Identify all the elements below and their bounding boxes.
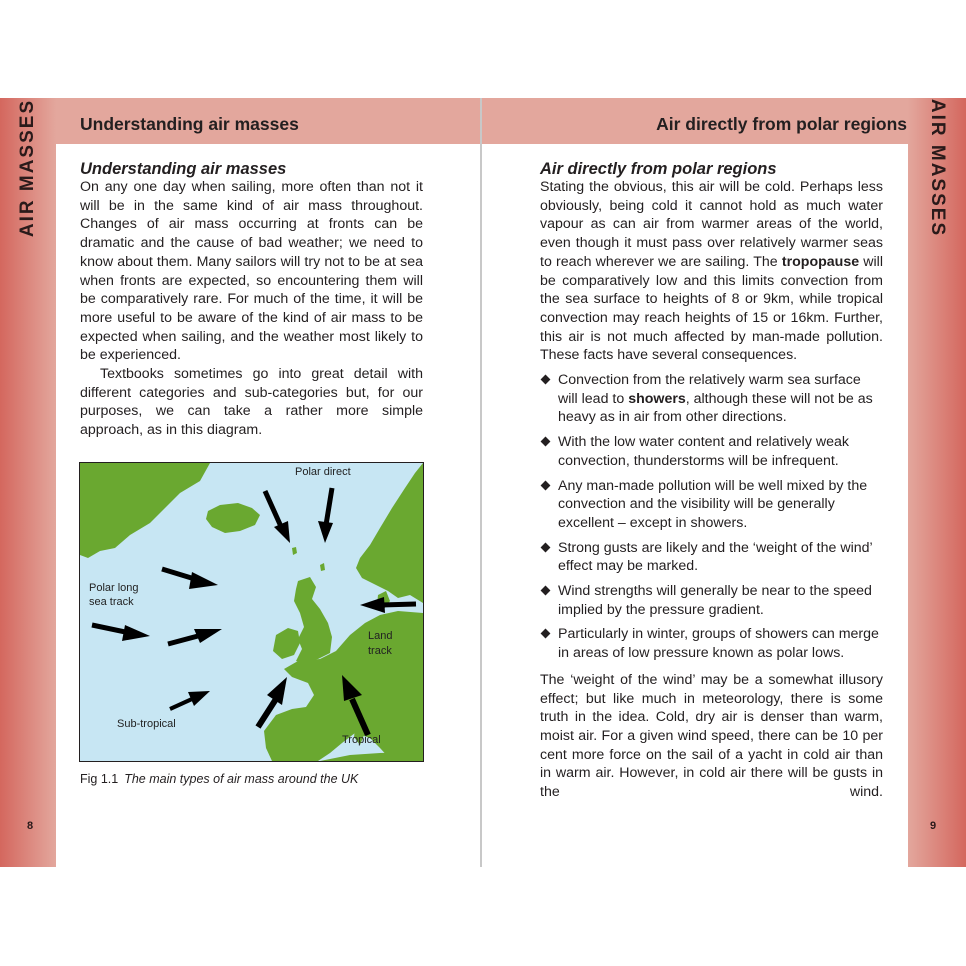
left-column bbox=[80, 160, 423, 440]
label-land-line1: Land bbox=[368, 630, 393, 642]
label-tropical: Tropical bbox=[342, 734, 381, 746]
side-tab-right bbox=[908, 98, 966, 867]
book-spread bbox=[0, 98, 966, 867]
label-polar-long-line1: Polar long bbox=[89, 582, 139, 594]
figure-caption-text: The main types of air mass around the UK bbox=[124, 772, 359, 786]
intro-paragraph bbox=[540, 178, 883, 365]
faroes bbox=[292, 547, 297, 555]
section-title: Air directly from polar regions bbox=[540, 160, 777, 178]
body-paragraph: On any one day when sailing, more often than not it will be in the same kind of air mass throughout. Changes of air mass occurring at fronts can be dramatic and the cause of bad weather; we need to know about them. Many sailors will try not to be at sea when fronts are expected, so encountering them will be comparatively rare. For much of the time, it will be more useful to be aware of the kind of air mass to be expected when sailing, and the weather most likely to be experienced. bbox=[80, 179, 423, 364]
air-mass-map bbox=[79, 462, 424, 762]
label-polar-long-line2: sea track bbox=[89, 596, 134, 608]
diamond-bullet-icon bbox=[541, 480, 551, 490]
figure-caption bbox=[80, 772, 358, 786]
bullet-text: Convection from the relatively warm sea surface will lead to bbox=[558, 372, 861, 407]
bullet-text: Strong gusts are likely and the ‘weight of the wind’ effect may be marked. bbox=[558, 539, 873, 575]
bullet-text: Any man-made pollution will be well mixed by the convection and the visibility will be generally excellent – except in showers. bbox=[558, 477, 868, 531]
bullet-text: , although these will not be as heavy as in air from other directions. bbox=[558, 390, 873, 426]
running-head-right: Air directly from polar regions bbox=[656, 114, 907, 134]
label-polar-direct: Polar direct bbox=[295, 466, 351, 478]
diamond-bullet-icon bbox=[541, 375, 551, 385]
page-number-right: 9 bbox=[930, 820, 937, 832]
diamond-bullet-icon bbox=[541, 437, 551, 447]
body-paragraph: Textbooks sometimes go into great detail with different categories and sub-categories but, for our purposes, we can take a rather more simple approach, as in this diagram. bbox=[80, 366, 423, 439]
arrow-polar-long-3 bbox=[168, 629, 222, 644]
bullet-text: Particularly in winter, groups of showers can merge in areas of low pressure known as polar lows. bbox=[558, 626, 879, 662]
list-item bbox=[540, 539, 883, 576]
figure-number: Fig 1.1 bbox=[80, 772, 119, 786]
intro-text: will be comparatively low and this limits convection from the sea surface to heights of 8 or 9km, while tropical convection may reach heights of 15 or 16km. Further, this air is not much affected by man-made pollution. These facts have several consequences. bbox=[540, 253, 883, 364]
arrow-polar-direct-1 bbox=[265, 491, 290, 543]
arrow-sub-tropical bbox=[170, 691, 210, 709]
arrow-polar-long-1 bbox=[162, 569, 218, 589]
side-tab-left bbox=[0, 98, 56, 867]
list-item bbox=[540, 582, 883, 619]
north-africa bbox=[320, 751, 423, 761]
great-britain bbox=[294, 577, 332, 663]
bullet-text: With the low water content and relatively weak convection, thunderstorms will be infrequent. bbox=[558, 434, 849, 469]
label-land-line2: track bbox=[368, 645, 392, 657]
label-sub-tropical: Sub-tropical bbox=[117, 718, 176, 730]
closing-paragraph: The ‘weight of the wind’ may be a somewhat illusory effect; but like much in meteorology, there is some truth in the idea. Cold, dry air is denser than warm, moist air. For a given wind speed, there can be 10 per cent more force on the sail of a yacht in cold air than in warm air. However, in cold air there will be gusts in the wind. bbox=[540, 671, 883, 801]
ireland bbox=[273, 628, 300, 659]
list-item bbox=[540, 625, 883, 662]
list-item bbox=[540, 371, 883, 427]
side-tab-label: AIR MASSES bbox=[17, 98, 38, 238]
bullet-text: Wind strengths will generally be near to the speed implied by the pressure gradient. bbox=[558, 583, 872, 618]
iceland bbox=[206, 503, 260, 533]
running-head-left: Understanding air masses bbox=[80, 114, 299, 134]
diamond-bullet-icon bbox=[541, 629, 551, 639]
diamond-bullet-icon bbox=[541, 542, 551, 552]
arrow-polar-direct-2 bbox=[318, 488, 333, 543]
intro-text: Stating the obvious, this air will be cold. Perhaps less obviously, being cold it cannot hold as much water vapour as can air from warmer areas of the world, even though it must pass over relatively warmer seas to reach wherever we are sailing. The bbox=[540, 179, 883, 270]
side-tab-label: AIR MASSES bbox=[927, 98, 948, 238]
scandinavia bbox=[356, 463, 423, 603]
greenland bbox=[80, 463, 210, 558]
key-term: showers bbox=[628, 390, 686, 407]
list-item bbox=[540, 433, 883, 470]
consequences-list bbox=[540, 371, 883, 663]
diamond-bullet-icon bbox=[541, 586, 551, 596]
shetland bbox=[320, 563, 325, 571]
right-column bbox=[540, 160, 883, 802]
page-number-left: 8 bbox=[27, 820, 34, 832]
section-title: Understanding air masses bbox=[80, 160, 287, 178]
arrow-polar-long-2 bbox=[92, 625, 150, 641]
list-item bbox=[540, 477, 883, 533]
key-term: tropopause bbox=[781, 253, 860, 270]
page-gutter bbox=[480, 98, 482, 867]
